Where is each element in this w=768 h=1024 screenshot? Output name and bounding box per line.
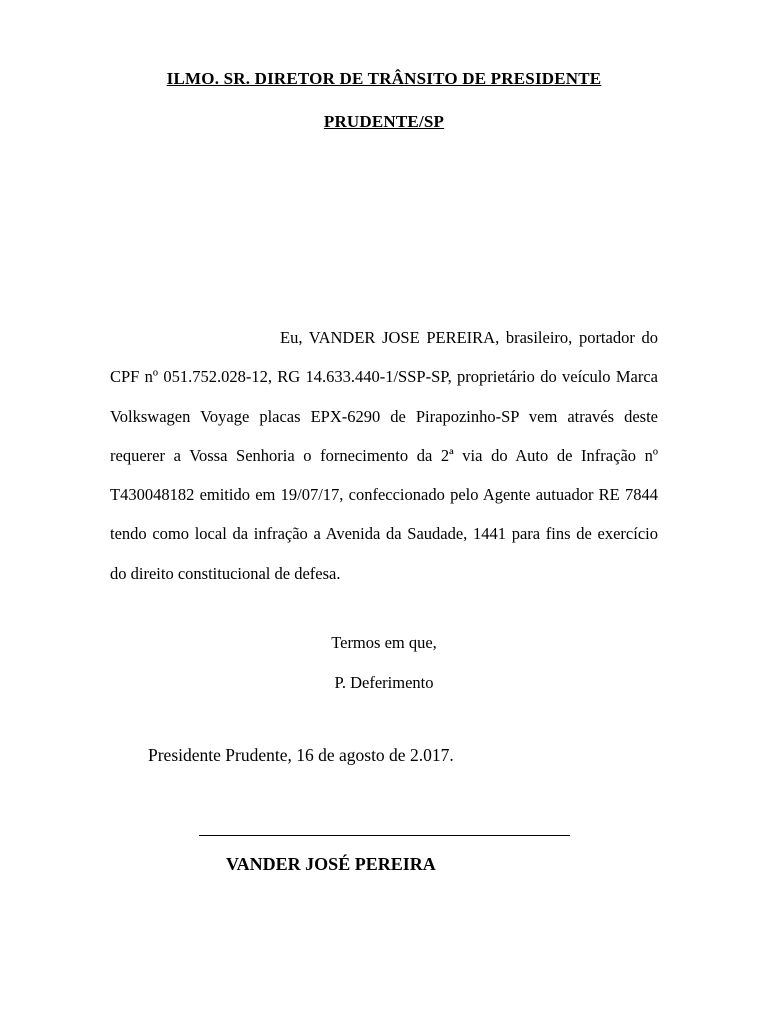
- addressee-heading-line1: ILMO. SR. DIRETOR DE TRÂNSITO DE PRESIDENTE: [166, 69, 602, 88]
- place-date-line: Presidente Prudente, 16 de agosto de 2.017.: [148, 745, 454, 765]
- request-paragraph: Eu, VANDER JOSE PEREIRA, brasileiro, portador do CPF nº 051.752.028-12, RG 14.633.440-1/SSP-SP, proprietário do veículo Marca Volkswagen Voyage placas EPX-6290 de Pirapozinho-SP vem através deste requerer a Vossa Senhoria o fornecimento da 2ª via do Auto de Infração nº T430048182 emitido em 19/07/17, confeccionado pelo Agente autuador RE 7844 tendo como local da infração a Avenida da Saudade, 1441 para fins de exercício do direito constitucional de defesa.: [110, 328, 658, 583]
- signatory-name: VANDER JOSÉ PEREIRA: [226, 854, 436, 874]
- closing-terms: Termos em que,: [331, 633, 437, 652]
- addressee-heading-line2: PRUDENTE/SP: [323, 112, 445, 131]
- signature-line: [199, 835, 570, 836]
- closing-deferimento: P. Deferimento: [334, 673, 434, 692]
